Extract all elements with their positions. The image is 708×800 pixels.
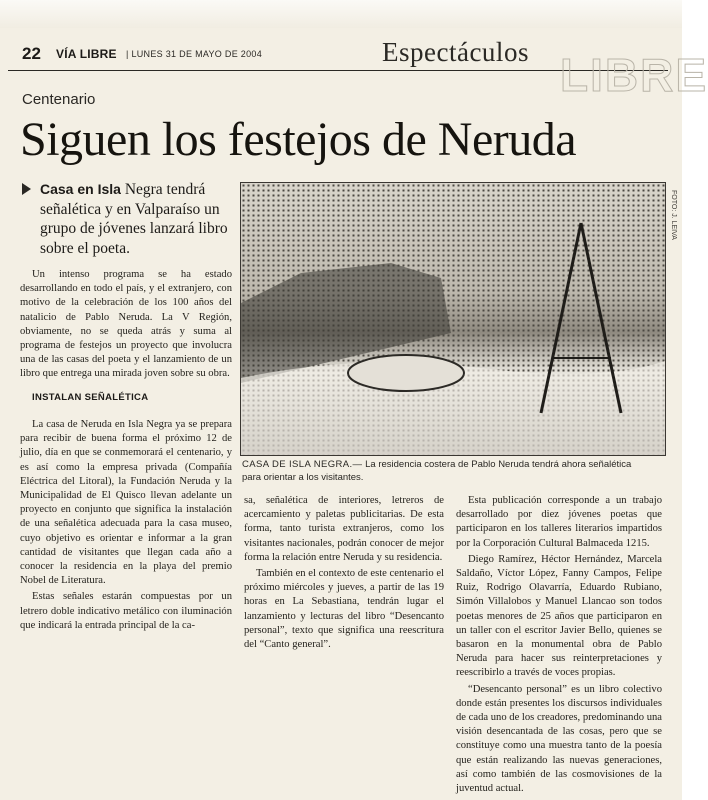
page-top-margin bbox=[0, 0, 682, 28]
caption-lead: CASA DE ISLA NEGRA.— bbox=[242, 459, 363, 470]
boat-shape bbox=[348, 355, 464, 391]
article-subhead bbox=[40, 180, 228, 258]
article-column-1 bbox=[20, 418, 232, 633]
article-photo bbox=[240, 182, 666, 456]
paragraph: La casa de Neruda en Isla Negra ya se prepara para recibir de buena forma el próximo 12 de julio, día en que se conmemorará el centenario, y es así como la empresa privada (Compañía Eléctrica del Litoral), la Fundación Neruda y la Municipalidad de El Quisco llevan adelante un proyecto en conjunto que significa la instalación de una señalética adecuada para la casa museo, cuyo objetivo es orientar e informar a la gran cantidad de visitantes que llegan cada año a conocer la residencia en la playa del premio Nobel de Literatura. bbox=[20, 419, 232, 587]
paragraph: Esta publicación corresponde a un trabajo desarrollado por diez jóvenes poetas que participaron en los talleres literarios impartidos por la Corporación Cultural Balmaceda 1215. bbox=[456, 495, 662, 549]
publication-name: VÍA LIBRE bbox=[56, 47, 117, 61]
article-column-3 bbox=[456, 494, 662, 796]
subhead-lead: Casa en Isla bbox=[40, 181, 121, 197]
publication-date: | LUNES 31 DE MAYO DE 2004 bbox=[126, 49, 263, 59]
photo-caption bbox=[242, 459, 652, 484]
section-title: Espectáculos bbox=[382, 37, 529, 67]
article-intro bbox=[20, 268, 232, 382]
photo-credit: FOTO: J. LEIVA bbox=[670, 190, 677, 240]
subhead-text: Negra tendrá señalética y en Valparaíso un grupo de jóvenes lanzará libro sobre el poeta. bbox=[40, 181, 228, 257]
article-kicker: Centenario bbox=[22, 91, 96, 108]
paragraph: Diego Ramírez, Héctor Hernández, Marcela Saldaño, Víctor López, Fanny Campos, Felipe Ruiz, Rodrigo Olavarría, Eduardo Rubiano, Simón Villalobos y Manuel Llancao son todos poetas menores de 25 años que participaron en un taller con el escritor Javier Bello, quienes se basaron en la monumental obra de Pablo Neruda para hacer sus reinterpretaciones y reescribirlo a través de voces propias. bbox=[456, 553, 662, 679]
paragraph: Estas señales estarán compuestas por un letrero doble indicativo metálico con iluminación que indicará la entrada principal de la ca- bbox=[20, 591, 232, 631]
section-subtitle: INSTALAN SEÑALÉTICA bbox=[32, 392, 149, 403]
paragraph: sa, señalética de interiores, letreros de acercamiento y paletas publicitarias. De esta forma, tanto turista extranjeros, como los visitantes nacionales, podrán conocer de mejor forma la relación entre Neruda y su residencia. bbox=[244, 495, 444, 563]
caption-text: La residencia costera de Pablo Neruda tendrá ahora señalética para orientar a los visitantes. bbox=[242, 459, 632, 483]
article-headline: Siguen los festejos de Neruda bbox=[20, 113, 577, 166]
bullet-arrow-icon bbox=[22, 183, 31, 195]
article-column-2 bbox=[244, 494, 444, 652]
intro-paragraph: Un intenso programa se ha estado desarrollando en todo el país, y el extranjero, con motivo de la celebración de los 100 años del natalicio de Pablo Neruda. La V Región, obviamente, no se queda atrás y suma al programa de festejos un proyecto que involucra una de las casas del poeta y el lanzamiento de un libro que entrega una mirada joven sobre su obra. bbox=[20, 269, 232, 380]
paragraph: “Desencanto personal” es un libro colectivo donde están presentes los discursos individuales de cada uno de los creadores, predominando una visión desencantada de las cosas, pero que se constituye como una muestra tanto de la poesía que están realizando las nuevas generaciones, así como también de las cosmovisiones de la juventud actual. bbox=[456, 683, 662, 795]
photo-scene bbox=[241, 183, 665, 455]
page-number: 22 bbox=[22, 44, 41, 63]
background-watermark-letters: LIBRE bbox=[560, 49, 708, 101]
paragraph: También en el contexto de este centenario el próximo miércoles y jueves, a partir de las 19 horas en La Sebastiana, tendrán lugar el lanzamiento y lecturas del libro “Desencanto personal”, texto que significa una reescritura del “Canto general”. bbox=[244, 568, 444, 651]
